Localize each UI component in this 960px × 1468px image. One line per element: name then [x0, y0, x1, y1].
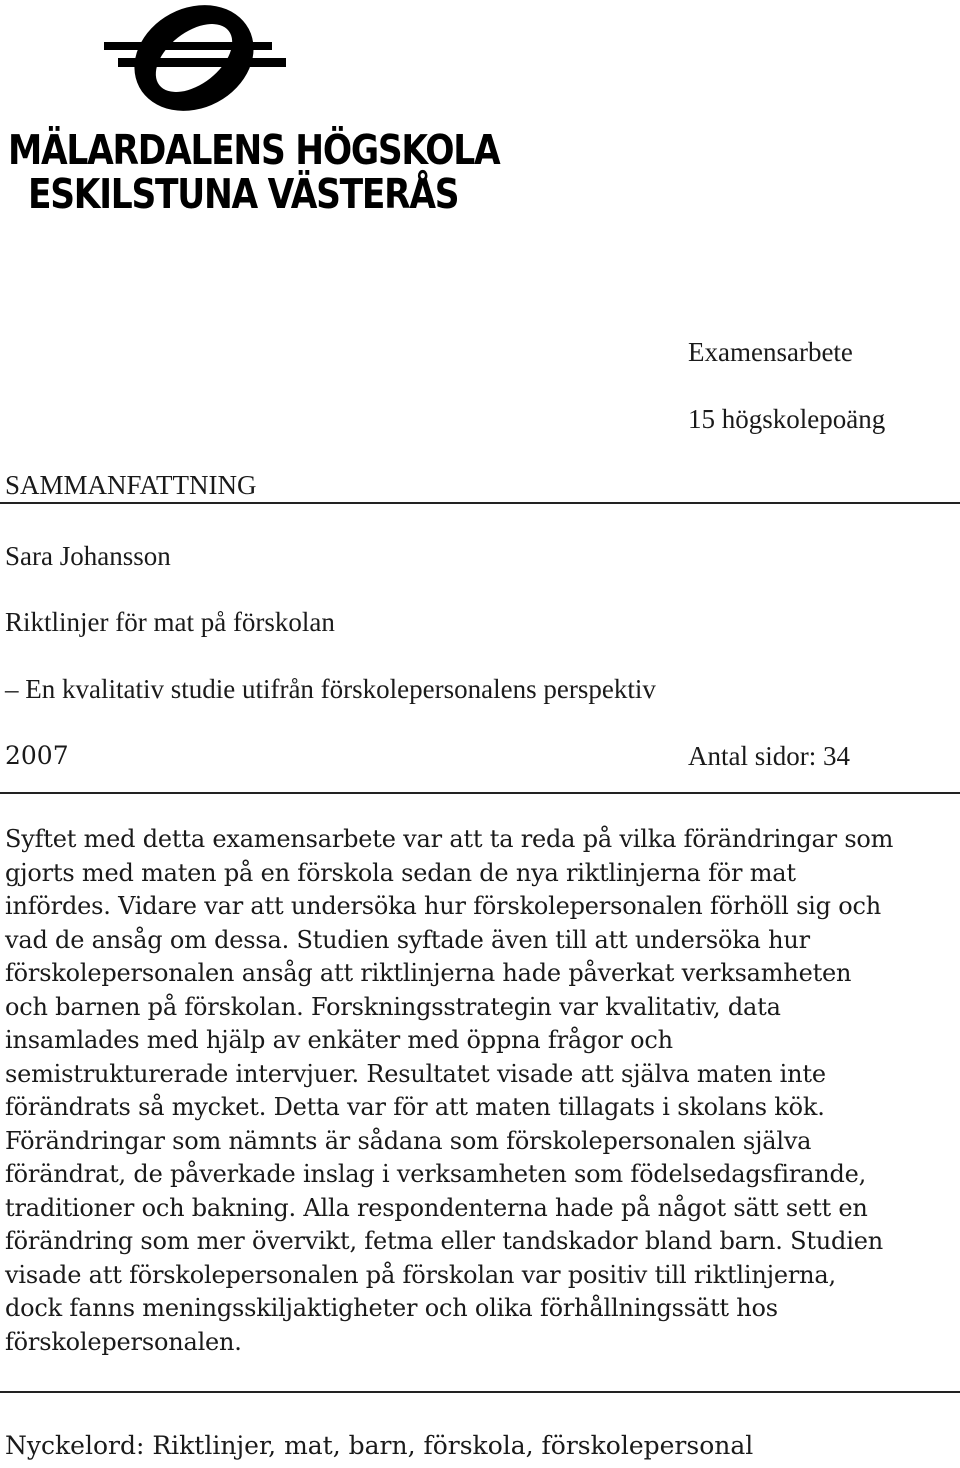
abstract-line: Förändringar som nämnts är sådana som förskolepersonalen själva	[5, 1126, 812, 1155]
abstract-line: semistrukturerade intervjuer. Resultatet visade att själva maten inte	[5, 1059, 826, 1088]
abstract-line: gjorts med maten på en förskola sedan de nya riktlinjerna för mat	[5, 858, 796, 887]
credits: 15 högskolepoäng	[688, 404, 886, 434]
thesis-subtitle: – En kvalitativ studie utifrån förskolepersonalens perspektiv	[5, 674, 656, 704]
logo-text-line1: MÄLARDALENS HÖGSKOLA	[8, 126, 500, 174]
abstract-line: vad de ansåg om dessa. Studien syftade även till att undersöka hur	[5, 925, 810, 954]
abstract	[5, 823, 950, 1359]
logo-emblem-icon	[8, 2, 388, 122]
abstract-line: förändring som mer övervikt, fetma eller tandskador bland barn. Studien	[5, 1227, 883, 1255]
abstract-line: dock fanns meningsskiljaktigheter och olika förhållningssätt hos	[5, 1294, 778, 1322]
document-type: Examensarbete	[688, 337, 853, 367]
divider	[0, 792, 960, 794]
abstract-line: infördes. Vidare var att undersöka hur förskolepersonalen förhöll sig och	[5, 892, 882, 920]
thesis-title: Riktlinjer för mat på förskolan	[5, 607, 335, 637]
university-logo	[8, 2, 500, 218]
keywords: Nyckelord: Riktlinjer, mat, barn, förskola, förskolepersonal	[5, 1431, 754, 1460]
abstract-line: förändrats så mycket. Detta var för att maten tillagats i skolans kök.	[5, 1093, 825, 1121]
abstract-line: visade att förskolepersonalen på förskolan var positiv till riktlinjerna,	[5, 1260, 836, 1289]
abstract-line: Syftet med detta examensarbete var att ta reda på vilka förändringar som	[5, 825, 894, 853]
abstract-line: förskolepersonalen.	[5, 1327, 242, 1356]
year: 2007	[5, 741, 69, 770]
divider	[0, 502, 960, 504]
abstract-line: traditioner och bakning. Alla respondenterna hade på något sätt sett en	[5, 1193, 868, 1222]
page-count: Antal sidor: 34	[688, 741, 850, 771]
logo-text-line2: ESKILSTUNA VÄSTERÅS	[28, 170, 459, 218]
abstract-line: och barnen på förskolan. Forskningsstrategin var kvalitativ, data	[5, 992, 781, 1021]
author: Sara Johansson	[5, 541, 171, 571]
abstract-line: förändrat, de påverkade inslag i verksamheten som födelsedagsfirande,	[5, 1160, 867, 1188]
abstract-line: insamlades med hjälp av enkäter med öppna frågor och	[5, 1026, 673, 1054]
section-heading: SAMMANFATTNING	[5, 470, 257, 500]
abstract-line: förskolepersonalen ansåg att riktlinjerna hade påverkat verksamheten	[5, 959, 852, 987]
divider	[0, 1391, 960, 1393]
